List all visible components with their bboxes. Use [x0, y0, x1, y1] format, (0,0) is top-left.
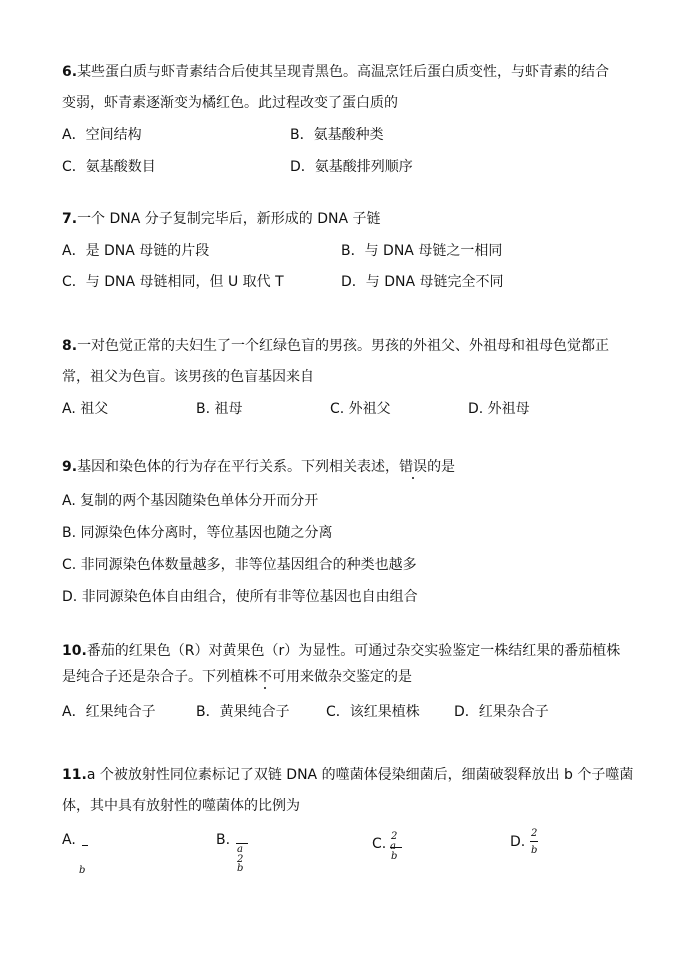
q11-option-b: B. — [216, 832, 231, 848]
q7-option-c: C．与 DNA 母链相同，但 U 取代 T — [62, 274, 284, 290]
q10-stem-text2-post: 可用来做杂交鉴定的是 — [272, 669, 412, 685]
q6-option-b: B．氨基酸种类 — [290, 127, 384, 143]
q11-number: 11. — [62, 767, 87, 783]
q8-stem-text1: 一对色觉正常的夫妇生了一个红绿色盲的男孩。男孩的外祖父、外祖母和祖母色觉都正 — [77, 338, 610, 354]
q11-option-b-denominator-top: 2 — [237, 854, 244, 865]
q11-option-d-fraction-bar — [530, 841, 538, 842]
q9-emphasis-word: 错误 — [399, 459, 428, 475]
q11-option-b-denominator-bottom: b — [237, 863, 244, 874]
q6-option-c: C．氨基酸数目 — [62, 159, 156, 175]
q9-option-b: B. 同源染色体分离时，等位基因也随之分离 — [62, 525, 333, 541]
q11-stem-text1: a 个被放射性同位素标记了双链 DNA 的噬菌体侵染细菌后，细菌破裂释放出 b 个子噬菌 — [86, 767, 634, 783]
q11-option-d: D. — [510, 834, 526, 850]
q7-stem-line1 — [62, 209, 381, 229]
q11-option-a-fraction-bar — [82, 845, 88, 846]
q8-option-b: B. 祖母 — [196, 401, 243, 417]
q7-option-d: D．与 DNA 母链完全不同 — [341, 274, 504, 290]
q8-option-c: C. 外祖父 — [330, 401, 391, 417]
q7-option-b: B．与 DNA 母链之一相同 — [341, 243, 503, 259]
q11-option-d-numerator: 2 — [531, 828, 538, 839]
q6-stem-text1: 某些蛋白质与虾青素结合后使其呈现青黑色。高温烹饪后蛋白质变性，与虾青素的结合 — [77, 64, 610, 80]
q9-option-a: A. 复制的两个基因随染色单体分开而分开 — [62, 493, 319, 509]
q11-option-b-numerator: a — [237, 844, 243, 855]
q9-number: 9. — [62, 459, 78, 475]
q8-option-a: A. 祖父 — [62, 401, 109, 417]
q10-stem-line2 — [62, 667, 412, 687]
q11-option-d-denominator: b — [531, 845, 538, 856]
q8-number: 8. — [62, 338, 78, 354]
q10-option-a: A．红果纯合子 — [62, 704, 156, 720]
q9-stem-text-pre: 基因和染色体的行为存在平行关系。下列相关表述， — [77, 459, 400, 475]
q11-option-a-denominator: b — [79, 865, 86, 876]
q11-option-c-numerator: 2 — [391, 831, 398, 842]
q6-option-d: D．氨基酸排列顺序 — [290, 159, 413, 175]
q9-stem-text-post: 的是 — [427, 459, 456, 475]
q6-stem-line2: 变弱，虾青素逐渐变为橘红色。此过程改变了蛋白质的 — [62, 95, 398, 111]
q9-option-d: D. 非同源染色体自由组合，使所有非等位基因也自由组合 — [62, 589, 418, 605]
q8-stem-line2: 常，祖父为色盲。该男孩的色盲基因来自 — [62, 369, 314, 385]
q7-number: 7. — [62, 211, 78, 227]
q6-option-a: A．空间结构 — [62, 127, 142, 143]
q11-option-c-denominator: b — [391, 851, 398, 862]
q7-option-a: A．是 DNA 母链的片段 — [62, 243, 210, 259]
q8-option-d: D. 外祖母 — [468, 401, 530, 417]
q10-stem-text1: 番茄的红果色（R）对黄果色（r）为显性。可通过杂交实验鉴定一株结红果的番茄植株 — [86, 643, 621, 659]
q7-stem-text1: 一个 DNA 分子复制完毕后，新形成的 DNA 子链 — [77, 211, 381, 227]
q10-number: 10. — [62, 643, 87, 659]
q8-stem-line1 — [62, 336, 609, 356]
q6-number: 6. — [62, 64, 78, 80]
q10-emphasis-word: 不 — [258, 669, 272, 685]
q6-stem-line1 — [62, 62, 609, 82]
q10-stem-text2-pre: 是纯合子还是杂合子。下列植株 — [62, 669, 258, 685]
q11-option-c: C. — [372, 836, 387, 852]
q10-option-d: D．红果杂合子 — [454, 704, 549, 720]
q11-stem-line1 — [62, 765, 633, 785]
q10-option-b: B．黄果纯合子 — [196, 704, 290, 720]
q11-option-a: A. — [62, 832, 76, 848]
q11-option-c-fraction-bar — [390, 847, 402, 848]
q11-stem-line2: 体，其中具有放射性的噬菌体的比例为 — [62, 798, 300, 814]
q10-stem-line1 — [62, 641, 620, 661]
q10-option-c: C．该红果植株 — [326, 704, 420, 720]
q9-stem-line1 — [62, 457, 455, 477]
q9-option-c: C. 非同源染色体数量越多，非等位基因组合的种类也越多 — [62, 557, 417, 573]
